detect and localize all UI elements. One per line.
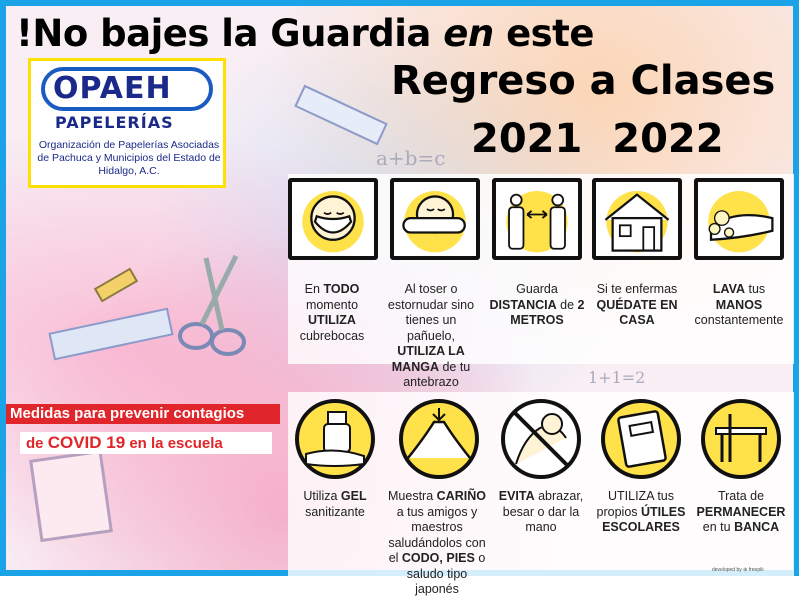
distance-icon bbox=[492, 178, 582, 260]
stay-home-icon bbox=[592, 178, 682, 260]
bottom-caption-2: Muestra CARIÑO a tus amigos y maestros saludándolos con el CODO, PIES o saludo tipo japonés bbox=[388, 489, 486, 596]
banner-line-2 bbox=[20, 432, 272, 454]
top-caption-2: Al toser o estornudar sino tienes un pañuelo, UTILIZA LA MANGA de tu antebrazo bbox=[387, 282, 475, 389]
banner-text-end: en la escuela bbox=[125, 435, 223, 452]
top-caption-1: En TODO momento UTILIZA cubrebocas bbox=[299, 282, 365, 343]
math-formula-doodle-2: 1+1=2 bbox=[588, 368, 646, 387]
banner-text: de bbox=[26, 435, 48, 452]
top-caption-4: Si te enfermas QUÉDATE EN CASA bbox=[596, 282, 678, 327]
cough-elbow-icon bbox=[390, 178, 480, 260]
headline-line-2: Regreso a Clases bbox=[391, 58, 776, 104]
pencil-doodle-icon bbox=[86, 256, 146, 316]
headline-line-1 bbox=[16, 12, 594, 55]
opaeh-logo bbox=[28, 58, 226, 188]
no-kiss-icon bbox=[500, 398, 582, 480]
logo-subtitle: PAPELERÍAS bbox=[55, 113, 174, 132]
headline-school-years: 2021 2022 bbox=[471, 116, 724, 162]
banner-covid: COVID 19 bbox=[47, 433, 126, 452]
headline-text-end: este bbox=[493, 12, 594, 55]
math-formula-doodle: a+b=c bbox=[376, 146, 446, 170]
credit-text: developed by ⊕ freepik bbox=[712, 567, 764, 573]
top-caption-3: Guarda DISTANCIA de 2 METROS bbox=[489, 282, 585, 327]
logo-description: Organización de Papelerías Asociadas de Pachuca y Municipios del Estado de Hidalgo, A.C. bbox=[37, 139, 221, 177]
notebook-icon bbox=[600, 398, 682, 480]
bottom-caption-1: Utiliza GEL sanitizante bbox=[303, 489, 367, 519]
bottom-caption-5: Trata de PERMANECER en tu BANCA bbox=[696, 489, 786, 534]
sanitizer-icon bbox=[294, 398, 376, 480]
banner-line-1: Medidas para prevenir contagios bbox=[6, 404, 280, 424]
face-mask-icon bbox=[288, 178, 378, 260]
no-hug-icon bbox=[398, 398, 480, 480]
logo-name: OPAEH bbox=[53, 71, 172, 106]
bottom-caption-4: UTILIZA tus propios ÚTILES ESCOLARES bbox=[596, 489, 686, 534]
notebook-doodle-icon bbox=[26, 446, 116, 546]
school-desk-icon bbox=[700, 398, 782, 480]
headline-emphasis: en bbox=[443, 12, 494, 55]
ruler-doodle-icon-2 bbox=[286, 76, 396, 156]
wash-hands-icon bbox=[694, 178, 784, 260]
scissors-doodle-icon bbox=[166, 246, 266, 366]
headline-text: !No bajes la Guardia bbox=[16, 12, 444, 55]
top-caption-5: LAVA tus MANOS constantemente bbox=[694, 282, 784, 327]
bottom-caption-3: EVITA abrazar, besar o dar la mano bbox=[498, 489, 584, 534]
